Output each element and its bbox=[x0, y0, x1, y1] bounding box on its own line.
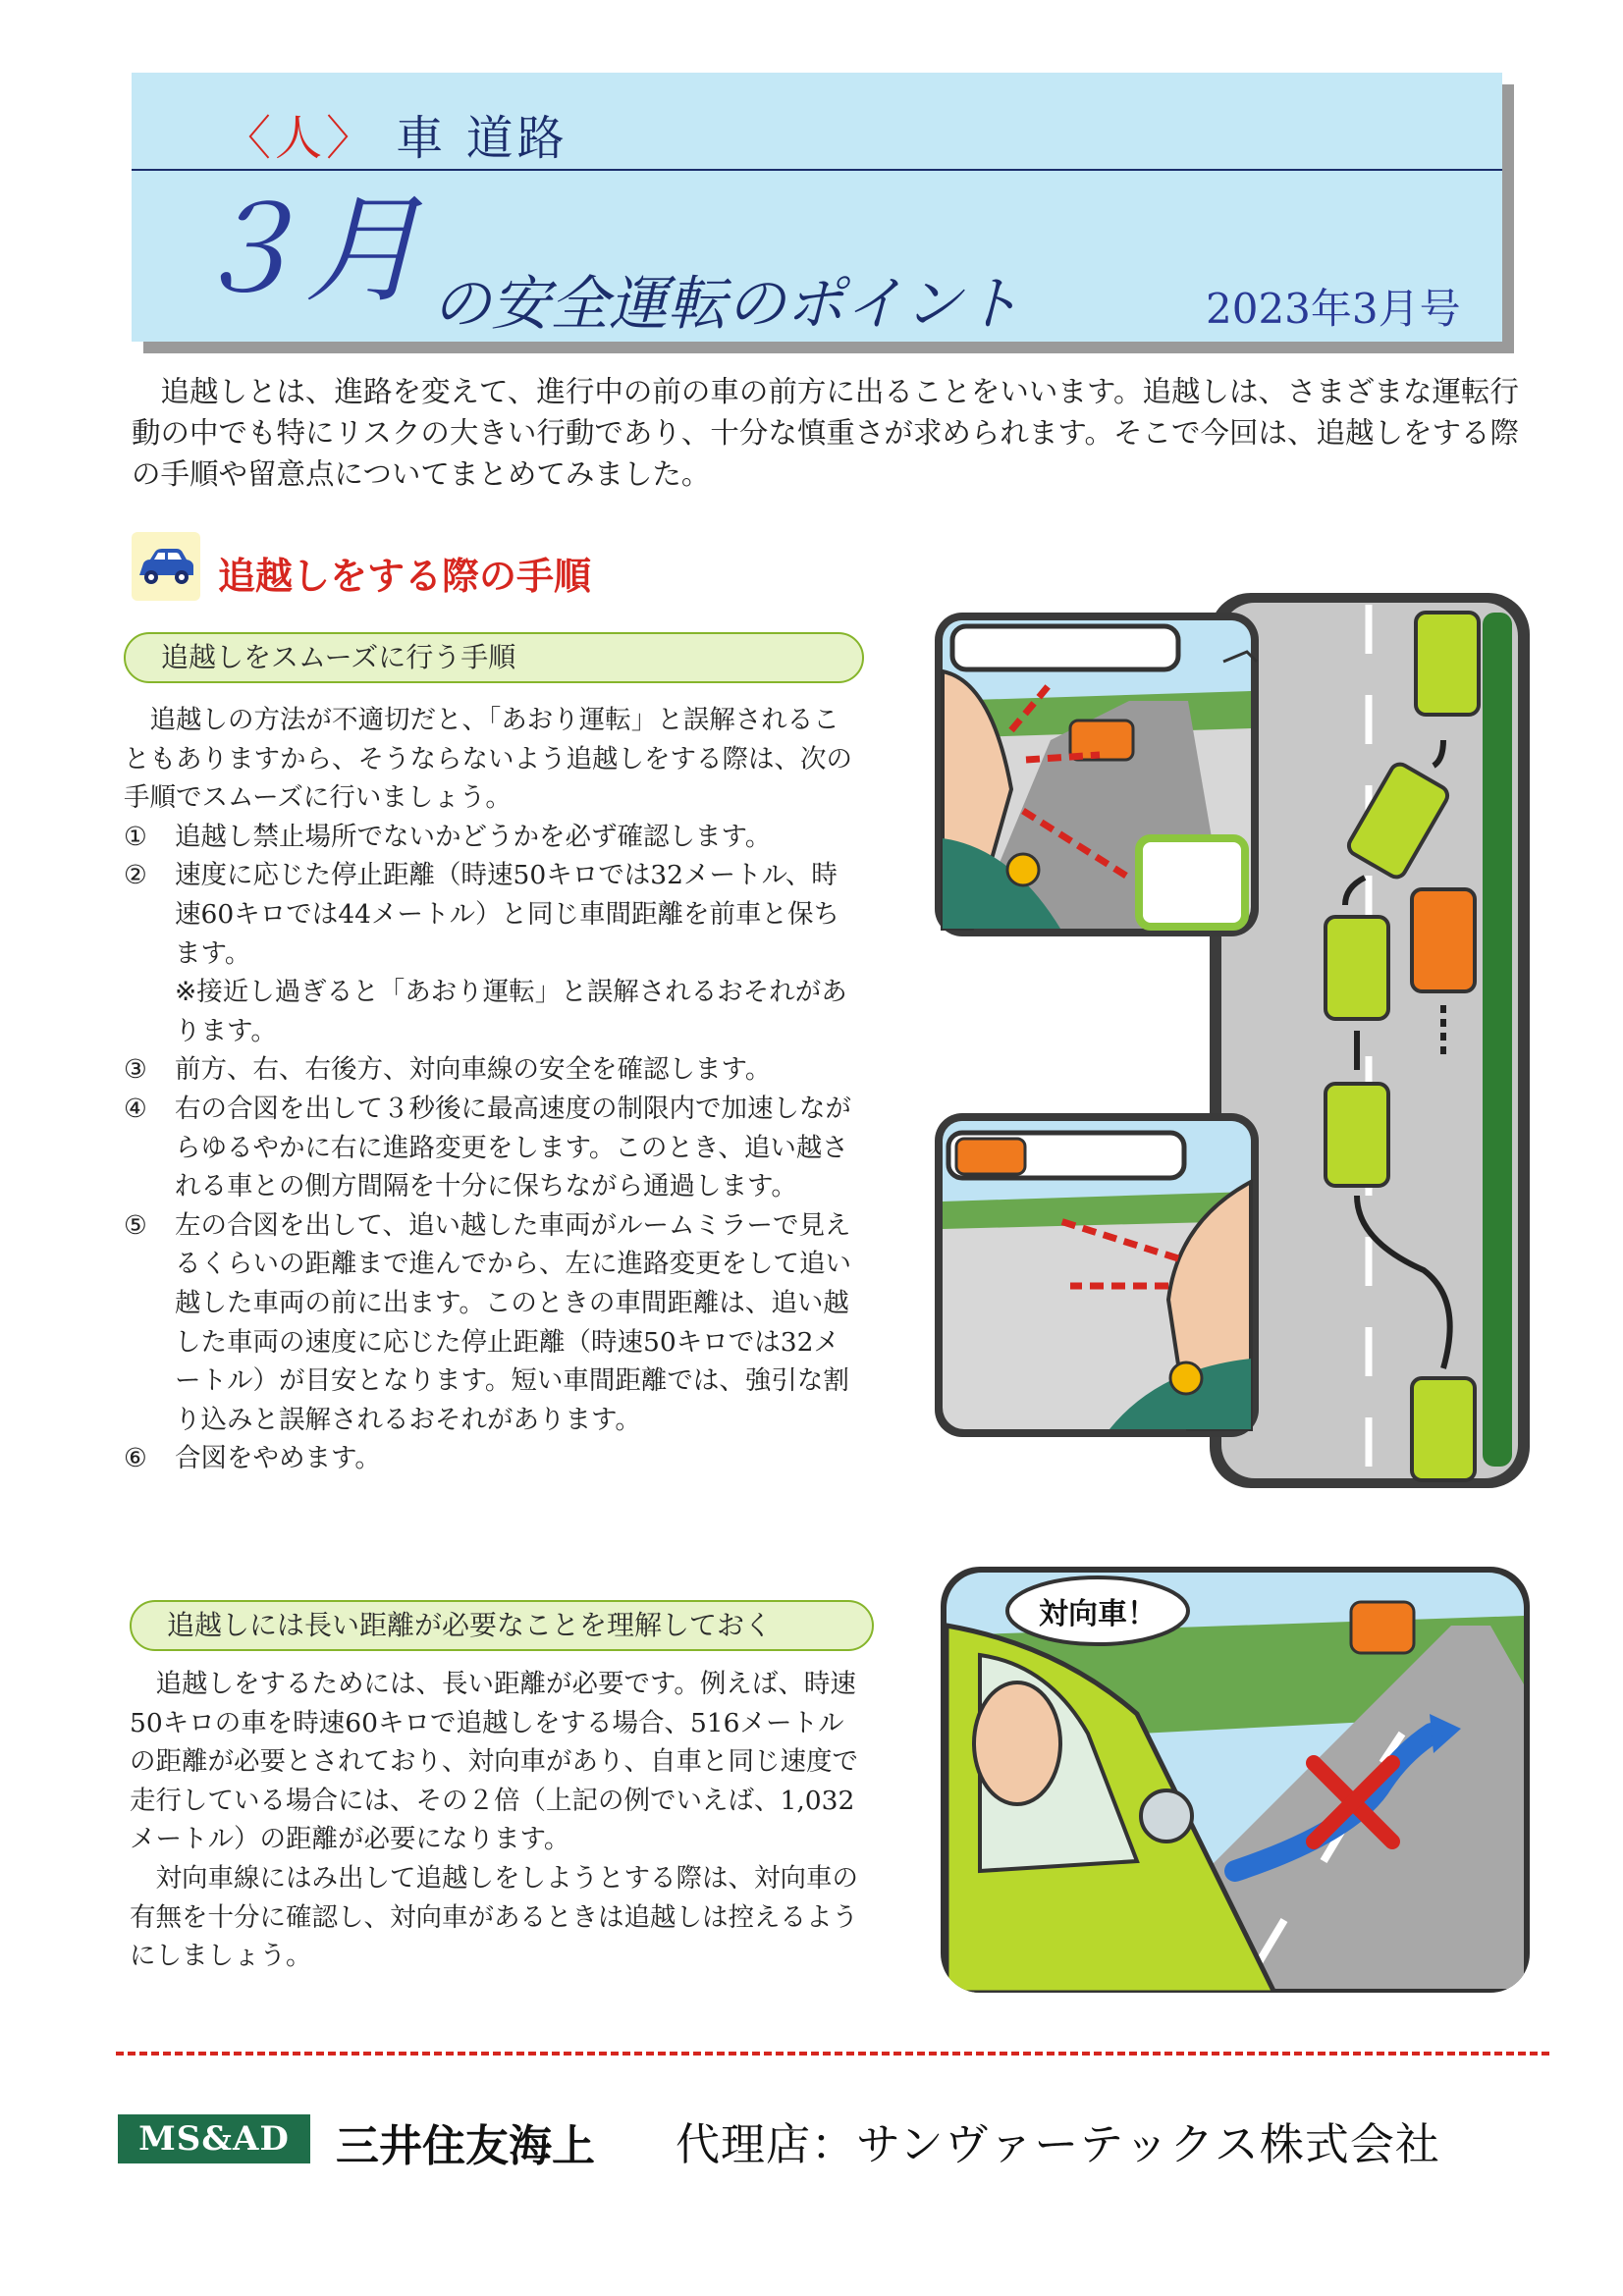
step-text: 左の合図を出して、追い越した車両がルームミラーで見えるくらいの距離まで進んでから、左に進路変更をして追い越した車両の前に出ます。このときの車間距離は、追い越した車両の速度に応じた停止距離（時速50キロでは32メートル）が目安となります。短い車間距離では、強引な割り込みと誤解されるおそれがあります。 bbox=[175, 1209, 851, 1435]
category-person: 人 bbox=[275, 111, 327, 166]
step-number: ② bbox=[124, 860, 147, 891]
step-number: ④ bbox=[124, 1093, 147, 1124]
distance-body bbox=[130, 1665, 868, 1976]
subheading-smooth-overtaking: 追越しをスムーズに行う手順 bbox=[124, 632, 864, 683]
step-text: 速度に応じた停止距離（時速50キロでは32メートル、時速60キロでは44メートル）と同じ車間距離を前車と保ちます。 bbox=[175, 860, 839, 969]
category-bracket-close: 〉 bbox=[326, 111, 378, 166]
header-category bbox=[224, 100, 568, 168]
step-number: ③ bbox=[124, 1054, 147, 1086]
header-title: の安全運転のポイント bbox=[432, 270, 1021, 339]
step-number: ⑤ bbox=[124, 1209, 147, 1241]
category-bracket-open: 〈 bbox=[224, 111, 276, 166]
step-item bbox=[124, 1090, 860, 1206]
intro-paragraph: 追越しとは、進路を変えて、進行中の前の車の前方に出ることをいいます。追越しは、さまざまな運転行動の中でも特にリスクの大きい行動であり、十分な慎重さが求められます。そこで今回は、追越しをする際の手順や留意点についてまとめてみました。 bbox=[132, 375, 1520, 491]
company-logo-text: 三井住友海上 bbox=[336, 2121, 595, 2171]
car-icon bbox=[132, 532, 200, 601]
step-text: 右の合図を出して３秒後に最高速度の制限内で加速しながらゆるやかに右に進路変更をします。このとき、追い越される車との側方間隔を十分に保ちながら通過します。 bbox=[175, 1093, 851, 1202]
step-text: 合図をやめます。 bbox=[175, 1443, 381, 1474]
intro-text bbox=[132, 371, 1530, 495]
step-item bbox=[124, 1206, 860, 1440]
step-number: ⑥ bbox=[124, 1443, 147, 1474]
agency-name: 代理店：サンヴァーテックス株式会社 bbox=[676, 2118, 1440, 2170]
header-divider bbox=[132, 169, 1502, 171]
msad-logo: MS&AD bbox=[118, 2114, 310, 2163]
speech-bubble-text: 対向車！ bbox=[1039, 1597, 1157, 1631]
step-text: 前方、右、右後方、対向車線の安全を確認します。 bbox=[175, 1054, 772, 1086]
smooth-lead: 追越しの方法が不適切だと、「あおり運転」と誤解されることもありますから、そうならないよう追越しをする際は、次の手順でスムーズに行いましょう。 bbox=[124, 705, 852, 814]
step-item bbox=[124, 818, 860, 857]
category-rest: 車 道路 bbox=[377, 111, 568, 166]
subheading-long-distance: 追越しには長い距離が必要なことを理解しておく bbox=[130, 1600, 874, 1651]
step-note: ※接近し過ぎると「あおり運転」と誤解されるおそれがあります。 bbox=[175, 977, 847, 1046]
overtaking-procedure-illustration bbox=[933, 593, 1532, 1488]
smooth-procedure-body bbox=[124, 701, 860, 1478]
section-title: 追越しをする際の手順 bbox=[218, 555, 592, 598]
header-month: ３月 bbox=[187, 183, 422, 319]
distance-paragraph-2: 対向車線にはみ出して追越しをしようとする際は、対向車の有無を十分に確認し、対向車があるときは追越しは控えるようにしましょう。 bbox=[130, 1862, 858, 1972]
step-item bbox=[124, 1439, 860, 1478]
footer-divider bbox=[116, 2052, 1549, 2056]
distance-paragraph-1: 追越しをするためには、長い距離が必要です。例えば、時速50キロの車を時速60キロで追越しをする場合、516メートルの距離が必要とされており、対向車があり、自車と同じ速度で走行している場合には、その２倍（上記の例でいえば、1,032メートル）の距離が必要になります。 bbox=[130, 1669, 858, 1855]
issue-date: 2023年3月号 bbox=[1206, 285, 1461, 333]
step-number: ① bbox=[124, 821, 147, 852]
oncoming-car-illustration bbox=[941, 1567, 1530, 1993]
step-item bbox=[124, 1050, 860, 1090]
step-text: 追越し禁止場所でないかどうかを必ず確認します。 bbox=[175, 821, 772, 852]
step-item bbox=[124, 856, 860, 1050]
